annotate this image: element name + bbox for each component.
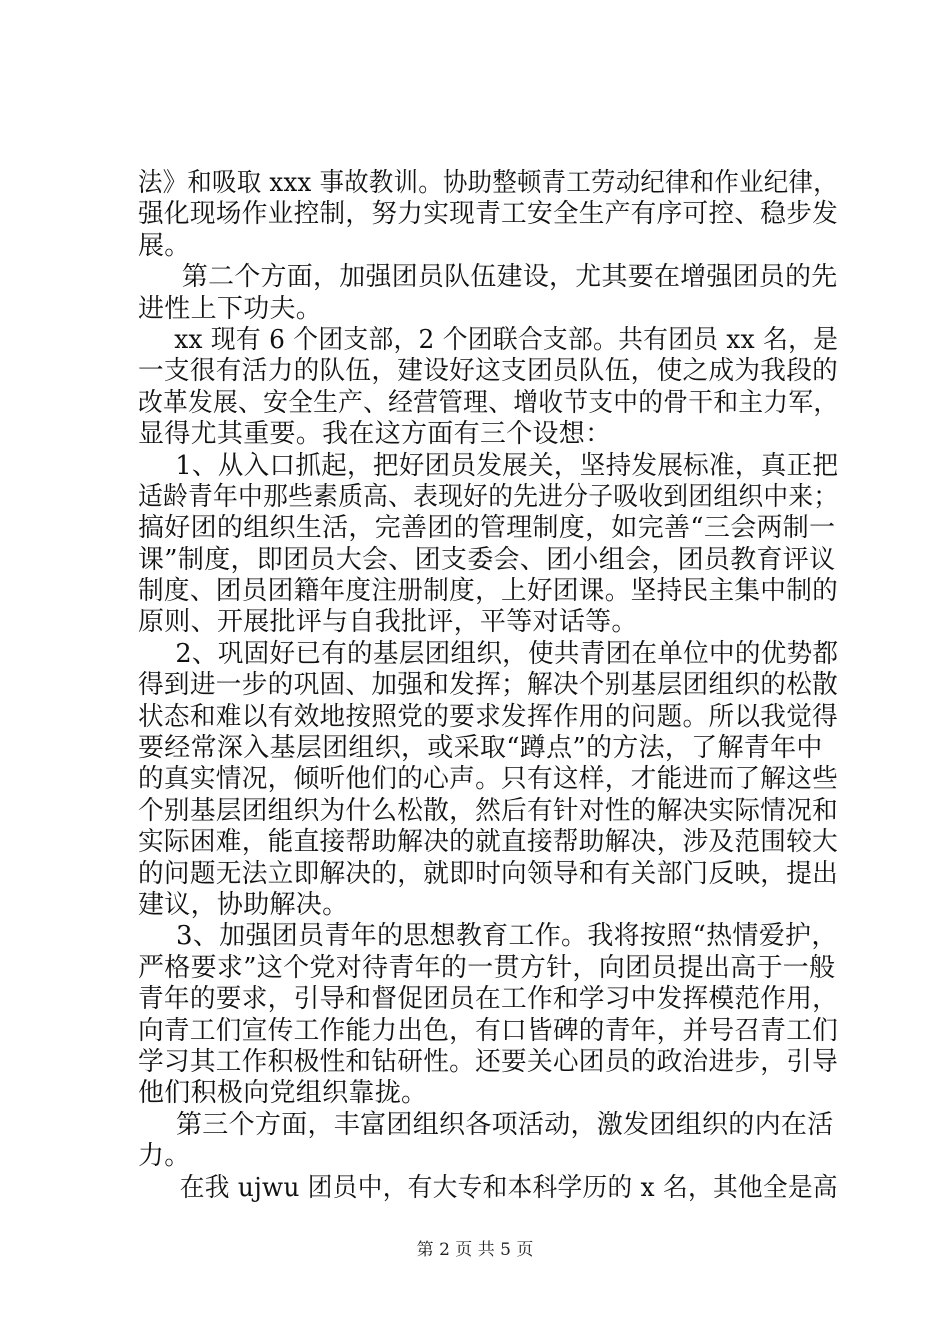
text-line: 向青工们宣传工作能力出色，有口皆碑的青年，并号召青工们 bbox=[138, 1015, 839, 1046]
text-line: xx 现有 6 个团支部，2 个团联合支部。共有团员 xx 名，是 bbox=[174, 324, 839, 355]
text-line: 力。 bbox=[138, 1141, 191, 1172]
text-line: 搞好团的组织生活，完善团的管理制度，如完善“三会两制一 bbox=[138, 513, 836, 544]
page-footer: 第 2 页 共 5 页 bbox=[416, 1240, 534, 1260]
text-line: 进性上下功夫。 bbox=[138, 293, 323, 324]
text-line: 制度、团员团籍年度注册制度，上好团课。坚持民主集中制的 bbox=[138, 576, 839, 607]
text-line: 的真实情况，倾听他们的心声。只有这样，才能进而了解这些 bbox=[138, 764, 839, 795]
text-line: 一支很有活力的队伍，建设好这支团员队伍，使之成为我段的 bbox=[138, 356, 839, 387]
text-line: 展。 bbox=[138, 230, 191, 261]
text-line: 3、加强团员青年的思想教育工作。我将按照“热情爱护， bbox=[176, 921, 838, 952]
text-line: 适龄青年中那些素质高、表现好的先进分子吸收到团组织中来； bbox=[138, 481, 839, 512]
body-text bbox=[138, 168, 838, 1204]
text-line: 第二个方面，加强团员队伍建设，尤其要在增强团员的先 bbox=[181, 262, 838, 293]
text-line: 个别基层团组织为什么松散，然后有针对性的解决实际情况和 bbox=[138, 795, 839, 826]
text-line: 改革发展、安全生产、经营管理、增收节支中的骨干和主力军， bbox=[138, 387, 839, 418]
text-line: 的问题无法立即解决的，就即时向领导和有关部门反映，提出 bbox=[138, 858, 839, 889]
text-line: 建议，协助解决。 bbox=[138, 889, 349, 920]
text-line: 课”制度，即团员大会、团支委会、团小组会，团员教育评议 bbox=[138, 544, 836, 575]
text-line: 第三个方面，丰富团组织各项活动，激发团组织的内在活 bbox=[176, 1109, 834, 1140]
text-line: 强化现场作业控制，努力实现青工安全生产有序可控、稳步发 bbox=[138, 199, 839, 230]
text-line: 原则、开展批评与自我批评，平等对话等。 bbox=[138, 607, 638, 638]
text-line: 青年的要求，引导和督促团员在工作和学习中发挥模范作用， bbox=[138, 984, 839, 1015]
text-line: 法》和吸取 xxx 事故教训。协助整顿青工劳动纪律和作业纪律， bbox=[138, 168, 838, 198]
text-line: 显得尤其重要。我在这方面有三个设想： bbox=[138, 419, 612, 450]
text-line: 严格要求”这个党对待青年的一贯方针，向团员提出高于一般 bbox=[138, 952, 836, 983]
text-line: 1、从入口抓起，把好团员发展关，坚持发展标准，真正把 bbox=[175, 450, 839, 481]
text-line: 2、巩固好已有的基层团组织，使共青团在单位中的优势都 bbox=[175, 638, 839, 669]
text-line: 要经常深入基层团组织，或采取“蹲点”的方法，了解青年中 bbox=[138, 733, 823, 764]
text-line: 得到进一步的巩固、加强和发挥；解决个别基层团组织的松散 bbox=[138, 670, 839, 701]
text-line: 学习其工作积极性和钻研性。还要关心团员的政治进步，引导 bbox=[138, 1046, 839, 1077]
text-line: 在我 ujwu 团员中，有大专和本科学历的 x 名，其他全是高 bbox=[179, 1172, 838, 1203]
text-line: 实际困难，能直接帮助解决的就直接帮助解决，涉及范围较大 bbox=[138, 827, 839, 858]
text-line: 状态和难以有效地按照党的要求发挥作用的问题。所以我觉得 bbox=[138, 701, 839, 732]
text-line: 他们积极向党组织靠拢。 bbox=[138, 1078, 428, 1109]
